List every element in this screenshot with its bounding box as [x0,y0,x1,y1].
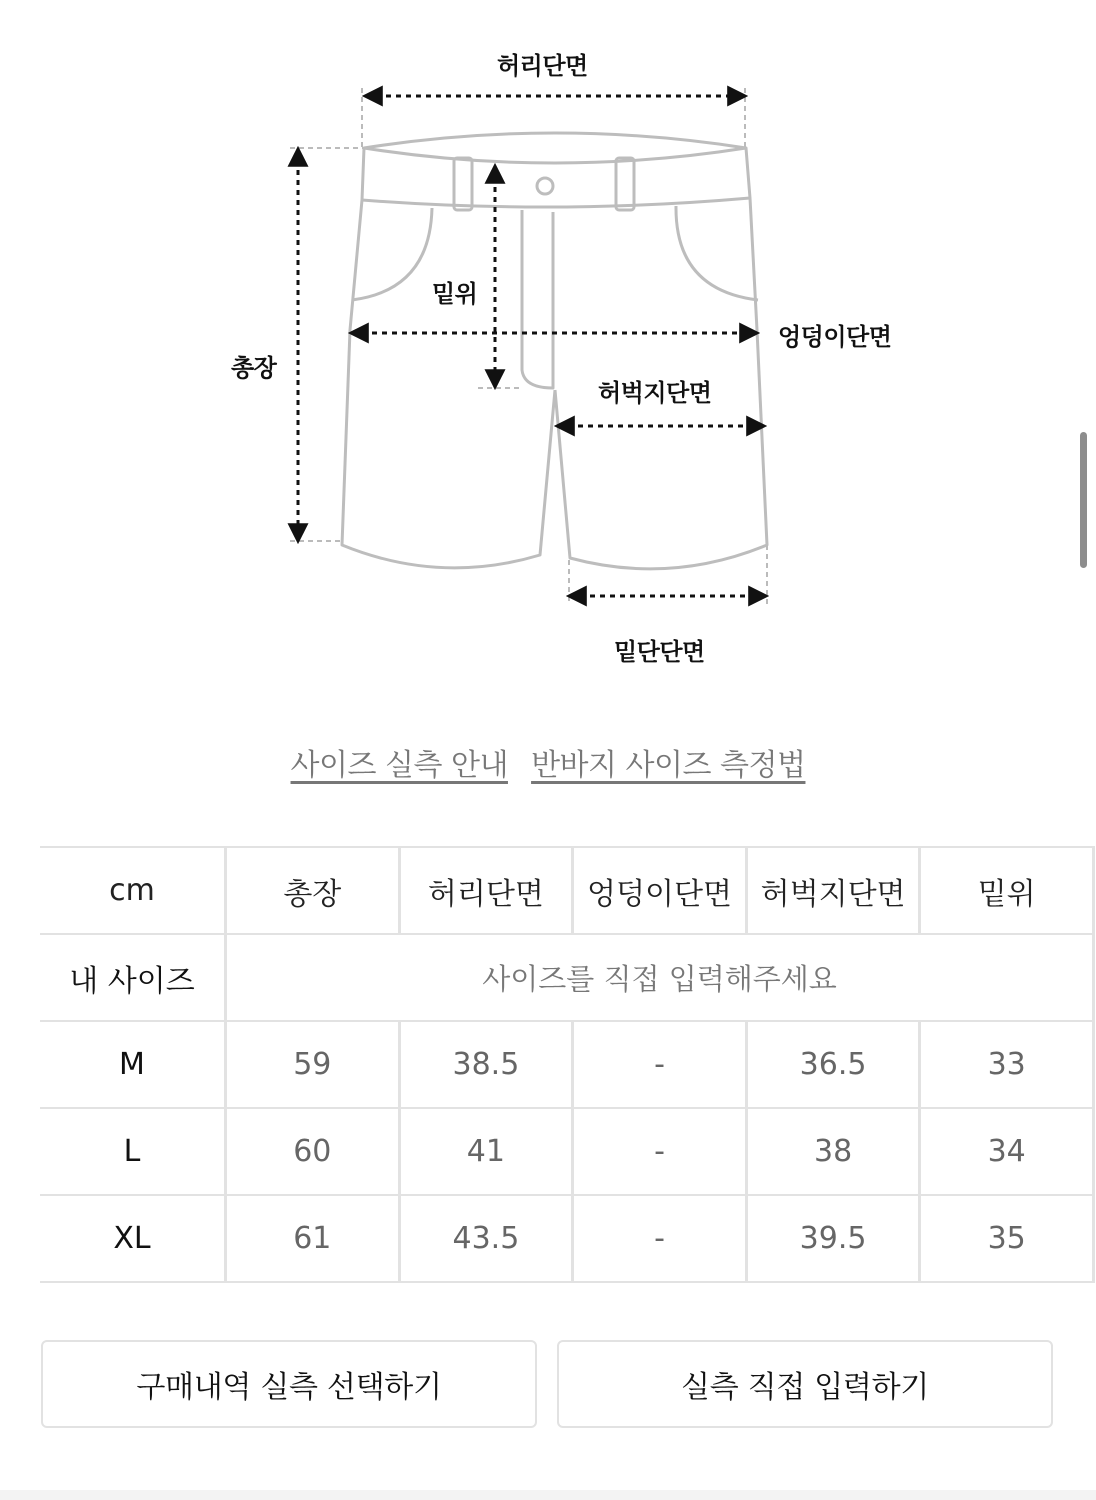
table-cell: 39.5 [746,1195,920,1282]
size-label: XL [40,1195,226,1282]
guide-links [0,740,1096,784]
measure-method-link[interactable]: 반바지 사이즈 측정법 [531,748,806,783]
scrollbar-thumb[interactable] [1080,432,1087,568]
my-size-row [40,934,1094,1021]
header-unit: cm [40,847,226,934]
size-table [40,846,1095,1283]
table-cell: 41 [399,1108,573,1195]
size-label: L [40,1108,226,1195]
rise-label: 밑위 [432,280,478,308]
hem-label: 밑단단면 [614,638,705,666]
table-cell: 36.5 [746,1021,920,1108]
table-cell: 38.5 [399,1021,573,1108]
select-purchase-measurement-button[interactable]: 구매내역 실측 선택하기 [41,1340,537,1428]
header-rise: 밑위 [920,847,1094,934]
table-cell: - [573,1195,747,1282]
header-waist: 허리단면 [399,847,573,934]
size-diagram [0,0,1096,700]
table-cell: 61 [226,1195,400,1282]
table-cell: 60 [226,1108,400,1195]
table-row [40,1195,1094,1282]
table-cell: 34 [920,1108,1094,1195]
table-row [40,1108,1094,1195]
size-label: M [40,1021,226,1108]
table-header-row [40,847,1094,934]
header-thigh: 허벅지단면 [746,847,920,934]
enter-measurement-button[interactable]: 실측 직접 입력하기 [557,1340,1053,1428]
shorts-illustration [0,0,1096,700]
thigh-label: 허벅지단면 [598,379,712,407]
table-cell: - [573,1108,747,1195]
table-cell: 33 [920,1021,1094,1108]
size-guide-link[interactable]: 사이즈 실측 안내 [290,748,508,783]
header-hip: 엉덩이단면 [573,847,747,934]
hip-label: 엉덩이단면 [778,323,892,351]
table-cell: - [573,1021,747,1108]
table-cell: 38 [746,1108,920,1195]
table-row [40,1021,1094,1108]
header-length: 총장 [226,847,400,934]
my-size-input-placeholder[interactable]: 사이즈를 직접 입력해주세요 [226,934,1094,1021]
table-cell: 35 [920,1195,1094,1282]
bottom-divider [0,1490,1096,1500]
my-size-label: 내 사이즈 [40,934,226,1021]
table-cell: 59 [226,1021,400,1108]
waist-label: 허리단면 [497,52,588,80]
table-cell: 43.5 [399,1195,573,1282]
length-label: 총장 [231,354,277,382]
